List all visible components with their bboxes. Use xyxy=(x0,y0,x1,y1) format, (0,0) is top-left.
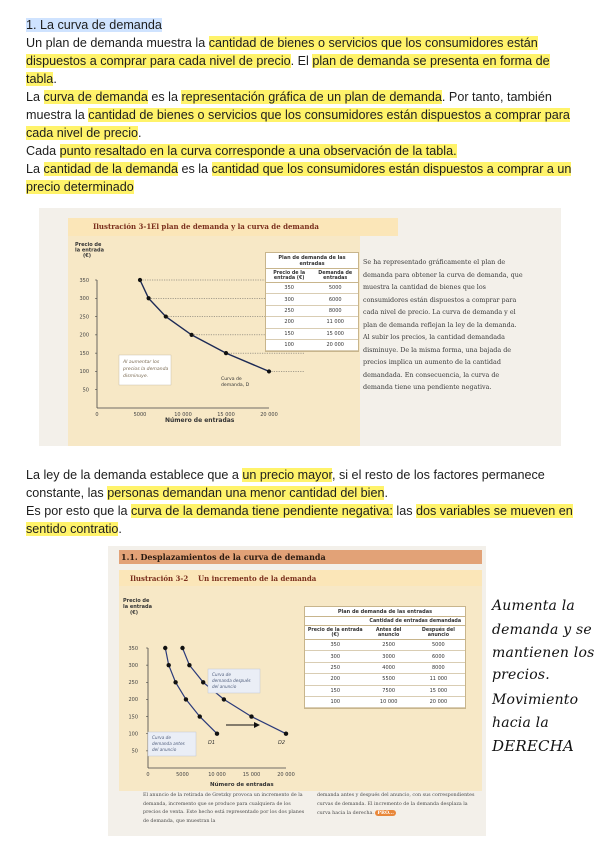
table-header-row xyxy=(305,626,465,640)
table-grid xyxy=(305,617,465,708)
caption-tag: PRO... xyxy=(377,810,394,817)
d2-label: D2 xyxy=(278,740,286,746)
handwritten-note xyxy=(490,580,598,780)
y-tick-label: 150 xyxy=(79,350,89,357)
label-before-line1: Curva de xyxy=(152,735,171,740)
x-tick-label: 5000 xyxy=(133,412,147,418)
data-point-d2 xyxy=(180,646,184,650)
y-tick-label: 100 xyxy=(128,731,138,738)
table-row: 200 5500 11 000 xyxy=(305,674,465,685)
shift-arrow-icon xyxy=(254,722,260,728)
data-point xyxy=(147,296,151,300)
y-tick-label: 200 xyxy=(79,332,89,339)
y-tick-label: 250 xyxy=(79,314,89,321)
table-row: 100 20 000 xyxy=(266,339,358,350)
y-tick-label: 300 xyxy=(128,662,138,669)
header-before: Antes del anuncio xyxy=(366,626,412,640)
table-row: 250 4000 8000 xyxy=(305,662,465,673)
illustration-number: Ilustración 3-2 xyxy=(130,574,189,583)
data-point-d2 xyxy=(249,714,253,718)
d1-label: D1 xyxy=(208,740,216,746)
table-row: 350 2500 5000 xyxy=(305,640,465,651)
table-title: Plan de demanda de las entradas xyxy=(305,607,465,617)
y-axis-title-line1: Precio de xyxy=(75,242,102,248)
table-title: Plan de demanda de las entradas xyxy=(266,253,358,269)
y-tick-label: 300 xyxy=(79,296,89,303)
header-group: Cantidad de entradas demandada xyxy=(366,617,465,626)
y-axis-title-line3: (€) xyxy=(83,253,92,259)
data-point-d2 xyxy=(222,697,226,701)
table-row: 350 5000 xyxy=(266,283,358,294)
illustration-number: Ilustración 3-1 xyxy=(93,222,152,231)
figure-demand-curve xyxy=(39,208,561,446)
table-grid xyxy=(266,269,358,351)
header-price: Precio de la entrada (€) xyxy=(266,269,312,283)
heading-text: 1. La curva de demanda xyxy=(26,18,162,32)
annotation-line3: disminuye. xyxy=(123,374,149,379)
header-after: Después del anuncio xyxy=(412,626,465,640)
label-after-line1: Curva de xyxy=(212,672,231,677)
data-point-d1 xyxy=(163,646,167,650)
intro-section xyxy=(26,16,578,196)
x-tick-label: 0 xyxy=(95,412,99,418)
law-of-demand-section xyxy=(26,466,578,538)
table-row: 150 7500 15 000 xyxy=(305,685,465,696)
y-axis-title xyxy=(75,242,106,259)
x-tick-label: 15 000 xyxy=(242,772,261,778)
x-tick-label: 0 xyxy=(146,772,150,778)
header-price: Precio de la entrada (€) xyxy=(305,626,366,640)
table-row: 150 15 000 xyxy=(266,328,358,339)
label-before-line3: del anuncio xyxy=(152,747,177,752)
y-tick-label: 100 xyxy=(79,369,89,376)
handwritten-line: Aumenta la xyxy=(492,598,575,614)
y-tick-label: 50 xyxy=(131,748,138,755)
data-point-d1 xyxy=(215,732,219,736)
paragraph-3: Cada punto resaltado en la curva corresponde a una observación de la tabla. xyxy=(26,144,457,158)
y-axis-title-line3: (€) xyxy=(130,610,139,616)
table-row: 250 8000 xyxy=(266,305,358,316)
data-point-d1 xyxy=(184,697,188,701)
paragraph-1: Un plan de demanda muestra la cantidad de bienes o servicios que los consumidores están dispuestos a comprar para cada nivel de precio. El plan de demanda se presenta en forma de tabla. xyxy=(26,36,550,86)
data-point-d1 xyxy=(198,714,202,718)
handwritten-line: demanda y se xyxy=(492,622,592,638)
demand-schedule-table xyxy=(265,252,359,352)
y-tick-label: 350 xyxy=(79,277,89,284)
handwritten-line: DERECHA xyxy=(492,737,575,755)
table-row: 100 10 000 20 000 xyxy=(305,696,465,707)
demand-shift-table xyxy=(304,606,466,709)
y-axis-title-line1: Precio de xyxy=(123,598,150,604)
x-tick-label: 10 000 xyxy=(174,412,192,418)
label-after-line3: del anuncio xyxy=(212,684,237,689)
caption-left: El anuncio de la retirada de Gretzky provoca un incremento de la demanda, incremento que se produce para cualquiera de los precios de venta. Este hecho está representado por los dos planes de demanda, que muestran la xyxy=(143,793,305,824)
annotation-line2: precios la demanda xyxy=(123,367,169,372)
handwritten-line: Movimiento xyxy=(492,692,579,708)
label-after-line2: demanda después xyxy=(212,678,251,683)
paragraph-2: La curva de demanda es la representación gráfica de un plan de demanda. Por tanto, también muestra la cantidad de bienes o servicios que los consumidores están dispuestos a comprar para cada nivel de precio. xyxy=(26,90,570,140)
curve-label-line2: demanda, D xyxy=(221,383,250,388)
data-point-d2 xyxy=(187,663,191,667)
illustration-title: Un incremento de la demanda xyxy=(198,574,317,583)
table-group-row xyxy=(305,617,465,626)
data-point xyxy=(267,369,271,373)
data-point-d1 xyxy=(173,680,177,684)
data-point xyxy=(164,314,168,318)
curve-label-line1: Curva de xyxy=(221,377,242,382)
y-tick-label: 50 xyxy=(82,387,89,394)
paragraph-5: La ley de la demanda establece que a un precio mayor, si el resto de los factores permanece constante, las personas demandan una menor cantidad del bien. xyxy=(26,468,545,500)
section-heading xyxy=(26,16,578,34)
table-row: 300 6000 xyxy=(266,294,358,305)
x-tick-label: 5000 xyxy=(176,772,189,778)
data-point xyxy=(224,351,228,355)
handwritten-line: precios. xyxy=(492,667,550,683)
side-explanation: Se ha representado gráficamente el plan de demanda para obtener la curva de demanda, que muestra la cantidad de bienes que los consumidores están dispuestos a comprar para cada nivel de precio. La curva de demanda y el plan de demanda reflejan la ley de la demanda. Al subir los precios, la cantidad demandada disminuye. De la misma forma, una bajada de precios implica un aumento de la cantidad demandada. En consecuencia, la curva de demanda tiene una pendiente negativa. xyxy=(363,258,523,391)
x-tick-label: 20 000 xyxy=(277,772,295,778)
data-point xyxy=(138,278,142,282)
table-row: 200 11 000 xyxy=(266,317,358,328)
y-tick-label: 200 xyxy=(128,697,138,704)
figure-demand-shift xyxy=(108,546,486,836)
y-tick-label: 150 xyxy=(128,714,138,721)
paragraph-4: La cantidad de la demanda es la cantidad que los consumidores están dispuestos a comprar a un precio determinado xyxy=(26,162,572,194)
illustration-title: El plan de demanda y la curva de demanda xyxy=(151,222,319,231)
x-axis-title: Número de entradas xyxy=(165,417,235,424)
handwritten-line: hacia la xyxy=(492,715,549,731)
table-header-row xyxy=(266,269,358,283)
x-tick-label: 15 000 xyxy=(217,412,235,418)
y-axis-title-line2: la entrada xyxy=(75,247,104,254)
x-tick-label: 20 000 xyxy=(260,412,278,418)
table-row: 300 3000 6000 xyxy=(305,651,465,662)
data-point xyxy=(190,333,194,337)
curve-label xyxy=(221,376,250,388)
label-before-line2: demanda antes xyxy=(152,741,185,746)
header-quantity: Demanda de entradas xyxy=(312,269,358,283)
x-tick-label: 10 000 xyxy=(208,772,226,778)
caption-right: demanda antes y después del anuncio, con sus correspondientes curvas de demanda. El incremento de la demanda desplaza la curva hacia la derecha. PRO... xyxy=(317,793,475,817)
paragraph-6: Es por esto que la curva de la demanda tiene pendiente negativa: las dos variables se mueven en sentido contratio. xyxy=(26,504,573,536)
y-tick-label: 250 xyxy=(128,680,138,687)
x-axis-title: Número de entradas xyxy=(210,782,274,788)
handwritten-line: mantienen los xyxy=(492,645,595,661)
y-axis-title xyxy=(123,598,154,616)
data-point-d1 xyxy=(167,663,171,667)
data-point-d2 xyxy=(201,680,205,684)
y-tick-label: 350 xyxy=(128,645,138,652)
y-axis-title-line2: la entrada xyxy=(123,604,152,610)
annotation-line1: Al aumentar los xyxy=(123,360,160,365)
section-title: 1.1. Desplazamientos de la curva de demanda xyxy=(121,552,326,562)
data-point-d2 xyxy=(284,732,288,736)
